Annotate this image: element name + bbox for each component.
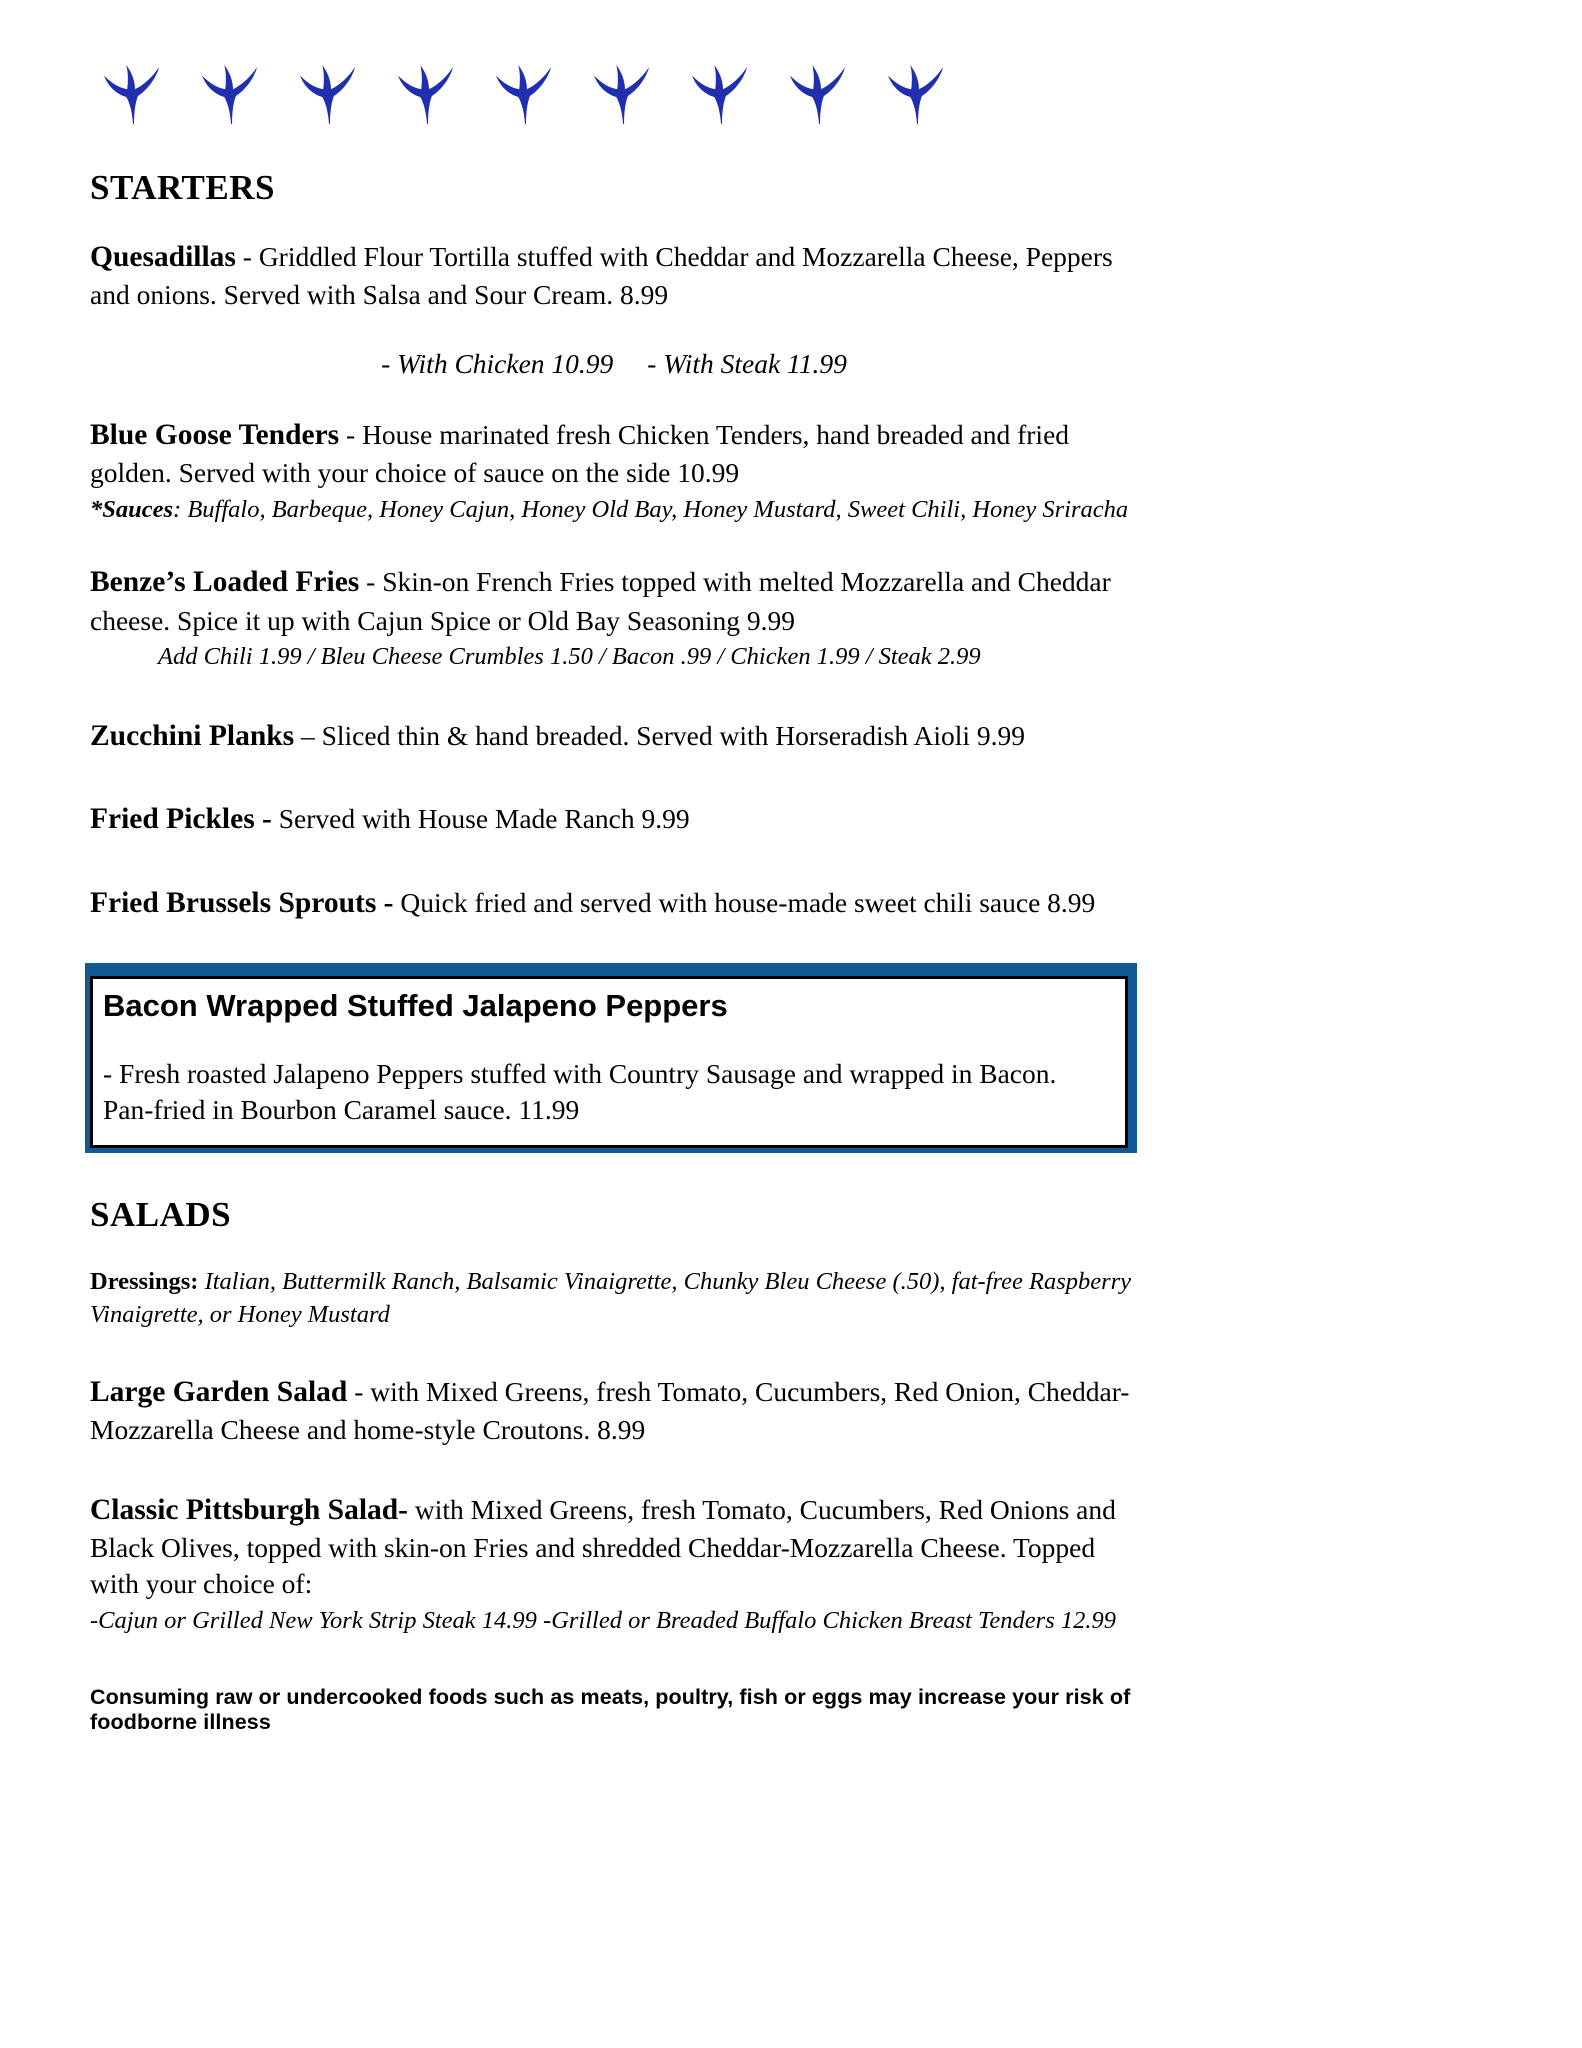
goose-icon	[486, 64, 568, 126]
item-name: Benze’s Loaded Fries	[90, 566, 360, 599]
dressings-label: Dressings:	[90, 1267, 199, 1295]
sauces-label: *Sauces	[90, 495, 174, 523]
item-description: - with Mixed Greens, fresh Tomato, Cucumbers, Red Onion, Cheddar-Mozzarella Cheese and home-style Croutons. 8.99	[90, 1375, 1130, 1446]
menu-item-pittsburgh-salad	[90, 1491, 1138, 1603]
goose-icon	[878, 64, 960, 126]
item-description: – Sliced thin & hand breaded. Served with Horseradish Aioli 9.99	[294, 720, 1026, 752]
goose-icon	[388, 64, 470, 126]
item-name: Zucchini Planks	[90, 720, 295, 753]
goose-icon	[94, 64, 176, 126]
menu-content	[90, 64, 1138, 1735]
dressings-list: Italian, Buttermilk Ranch, Balsamic Vinaigrette, Chunky Bleu Cheese (.50), fat-free Raspberry Vinaigrette, or Honey Mustard	[90, 1267, 1132, 1328]
menu-item-fried-pickles	[90, 800, 1138, 839]
quesadillas-options	[90, 348, 1138, 380]
menu-item-garden-salad	[90, 1373, 1138, 1449]
foodborne-illness-disclaimer: Consuming raw or undercooked foods such as meats, poultry, fish or eggs may increase your risk of foodborne illness	[90, 1684, 1131, 1734]
featured-item-title: Bacon Wrapped Stuffed Jalapeno Peppers	[103, 987, 728, 1023]
item-description: with Mixed Greens, fresh Tomato, Cucumbers, Red Onions and Black Olives, topped with skin-on Fries and shredded Cheddar-Mozzarella Cheese. Topped with your choice of:	[90, 1493, 1116, 1600]
menu-item-loaded-fries	[90, 563, 1138, 639]
goose-icon	[682, 64, 764, 126]
item-description: Quick fried and served with house-made sweet chili sauce 8.99	[393, 886, 1096, 918]
sauces-list: : Buffalo, Barbeque, Honey Cajun, Honey Old Bay, Honey Mustard, Sweet Chili, Honey Sriracha	[173, 495, 1129, 523]
dressings-note	[90, 1265, 1138, 1331]
item-description: - Skin-on French Fries topped with melted Mozzarella and Cheddar cheese. Spice it up with Cajun Spice or Old Bay Seasoning 9.99	[90, 566, 1111, 636]
menu-item-blue-goose-tenders	[90, 416, 1138, 492]
tenders-sauces-note	[90, 494, 1138, 526]
item-description: - House marinated fresh Chicken Tenders, hand breaded and fried golden. Served with your choice of sauce on the side 10.99	[90, 418, 1070, 489]
starters-heading: STARTERS	[90, 168, 275, 207]
salads-heading: SALADS	[90, 1194, 232, 1234]
option-chicken: - With Chicken 10.99	[381, 347, 614, 379]
item-description: - Griddled Flour Tortilla stuffed with Cheddar and Mozzarella Cheese, Peppers and onions. Served with Salsa and Sour Cream. 8.99	[90, 241, 1113, 311]
pittsburgh-options-note: -Cajun or Grilled New York Strip Steak 14.99 -Grilled or Breaded Buffalo Chicken Breast Tenders 12.99	[90, 1606, 1116, 1634]
item-name: Quesadillas	[90, 241, 236, 273]
item-name: Fried Pickles -	[90, 803, 272, 836]
menu-item-quesadillas	[90, 238, 1138, 314]
goose-icon	[290, 64, 372, 126]
item-name: Classic Pittsburgh Salad-	[90, 1493, 408, 1526]
fries-addons-note: Add Chili 1.99 / Bleu Cheese Crumbles 1.50 / Bacon .99 / Chicken 1.99 / Steak 2.99	[158, 643, 981, 671]
goose-icon-row	[94, 64, 1138, 126]
option-steak: - With Steak 11.99	[647, 347, 847, 379]
item-name: Blue Goose Tenders	[90, 418, 340, 451]
item-name: Large Garden Salad	[90, 1375, 348, 1408]
item-description: Served with House Made Ranch 9.99	[271, 803, 690, 835]
item-name: Fried Brussels Sprouts -	[90, 886, 394, 919]
featured-item-box	[85, 963, 1137, 1153]
menu-item-zucchini-planks	[90, 717, 1138, 756]
goose-icon	[584, 64, 666, 126]
featured-item-description: - Fresh roasted Jalapeno Peppers stuffed with Country Sausage and wrapped in Bacon. Pan-fried in Bourbon Caramel sauce. 11.99	[103, 1057, 1057, 1126]
goose-icon	[192, 64, 274, 126]
menu-item-brussels-sprouts	[90, 884, 1138, 923]
goose-icon	[780, 64, 862, 126]
featured-item-inner	[90, 976, 1128, 1148]
